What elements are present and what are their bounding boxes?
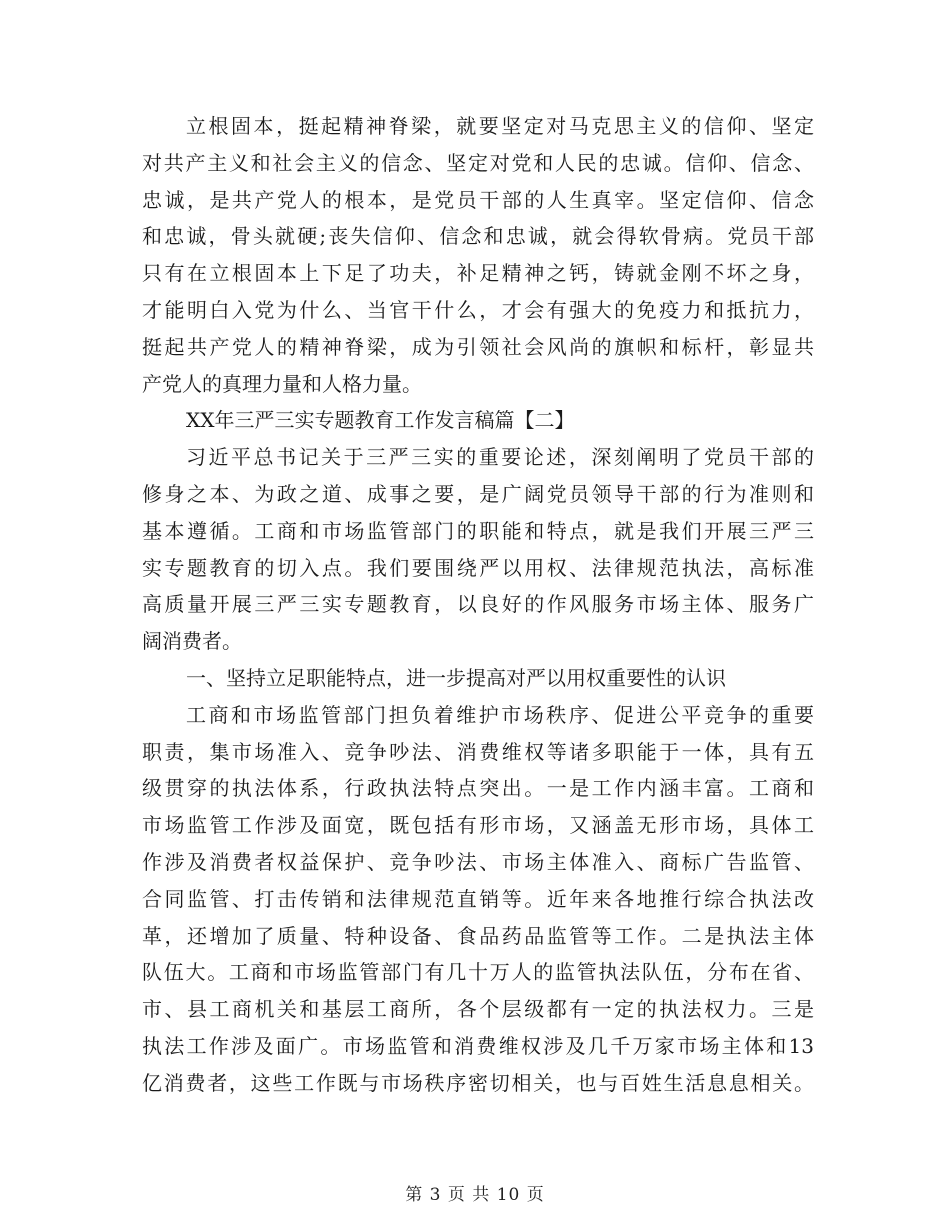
text-line: 亿消费者，这些工作既与市场秩序密切相关，也与百姓生活息息相关。 [142, 1070, 814, 1095]
text-line: 作涉及消费者权益保护、竞争吵法、市场主体准入、商标广告监管、 [142, 849, 814, 874]
text-line: 合同监管、打击传销和法律规范直销等。近年来各地推行综合执法改 [142, 886, 814, 911]
text-line: 一、坚持立足职能特点，进一步提高对严以用权重要性的认识 [186, 665, 726, 690]
document-body [142, 108, 814, 1102]
text-line: 产党人的真理力量和人格力量。 [142, 371, 422, 396]
text-line: 对共产主义和社会主义的信念、坚定对党和人民的忠诚。信仰、信念、 [142, 150, 814, 175]
text-line: 基本遵循。工商和市场监管部门的职能和特点，就是我们开展三严三 [142, 518, 814, 543]
text-line: 挺起共产党人的精神脊梁，成为引领社会风尚的旗帜和标杆，彰显共 [142, 334, 814, 359]
text-line: 只有在立根固本上下足了功夫，补足精神之钙，铸就金刚不坏之身， [142, 261, 814, 286]
text-line: 执法工作涉及面广。市场监管和消费维权涉及几千万家市场主体和13 [142, 1033, 814, 1058]
text-line: 市场监管工作涉及面宽，既包括有形市场，又涵盖无形市场，具体工 [142, 813, 814, 838]
text-line: 革，还增加了质量、特种设备、食品药品监管等工作。二是执法主体 [142, 923, 814, 948]
text-line: 修身之本、为政之道、成事之要，是广阔党员领导干部的行为准则和 [142, 481, 814, 506]
text-line: XX年三严三实专题教育工作发言稿篇【二】 [186, 408, 575, 433]
text-line: 工商和市场监管部门担负着维护市场秩序、促进公平竞争的重要 [186, 702, 814, 727]
text-line: 级贯穿的执法体系，行政执法特点突出。一是工作内涵丰富。工商和 [142, 776, 814, 801]
text-line: 习近平总书记关于三严三实的重要论述，深刻阐明了党员干部的 [186, 445, 814, 470]
text-line: 和忠诚，骨头就硬;丧失信仰、信念和忠诚，就会得软骨病。党员干部 [142, 224, 814, 249]
text-line: 高质量开展三严三实专题教育，以良好的作风服务市场主体、服务广 [142, 592, 814, 617]
text-line: 队伍大。工商和市场监管部门有几十万人的监管执法队伍，分布在省、 [142, 960, 814, 985]
text-line: 才能明白入党为什么、当官干什么，才会有强大的免疫力和抵抗力， [142, 297, 814, 322]
text-line: 忠诚，是共产党人的根本，是党员干部的人生真宰。坚定信仰、信念 [142, 187, 814, 212]
text-line: 市、县工商机关和基层工商所，各个层级都有一定的执法权力。三是 [142, 997, 814, 1022]
text-line: 阔消费者。 [142, 629, 242, 654]
text-line: 立根固本，挺起精神脊梁，就要坚定对马克思主义的信仰、坚定 [186, 114, 814, 138]
text-line: 职责，集市场准入、竞争吵法、消费维权等诸多职能于一体，具有五 [142, 739, 814, 764]
text-line: 实专题教育的切入点。我们要围绕严以用权、法律规范执法，高标准 [142, 555, 814, 580]
page-footer: 第 3 页 共 10 页 [405, 1185, 545, 1205]
